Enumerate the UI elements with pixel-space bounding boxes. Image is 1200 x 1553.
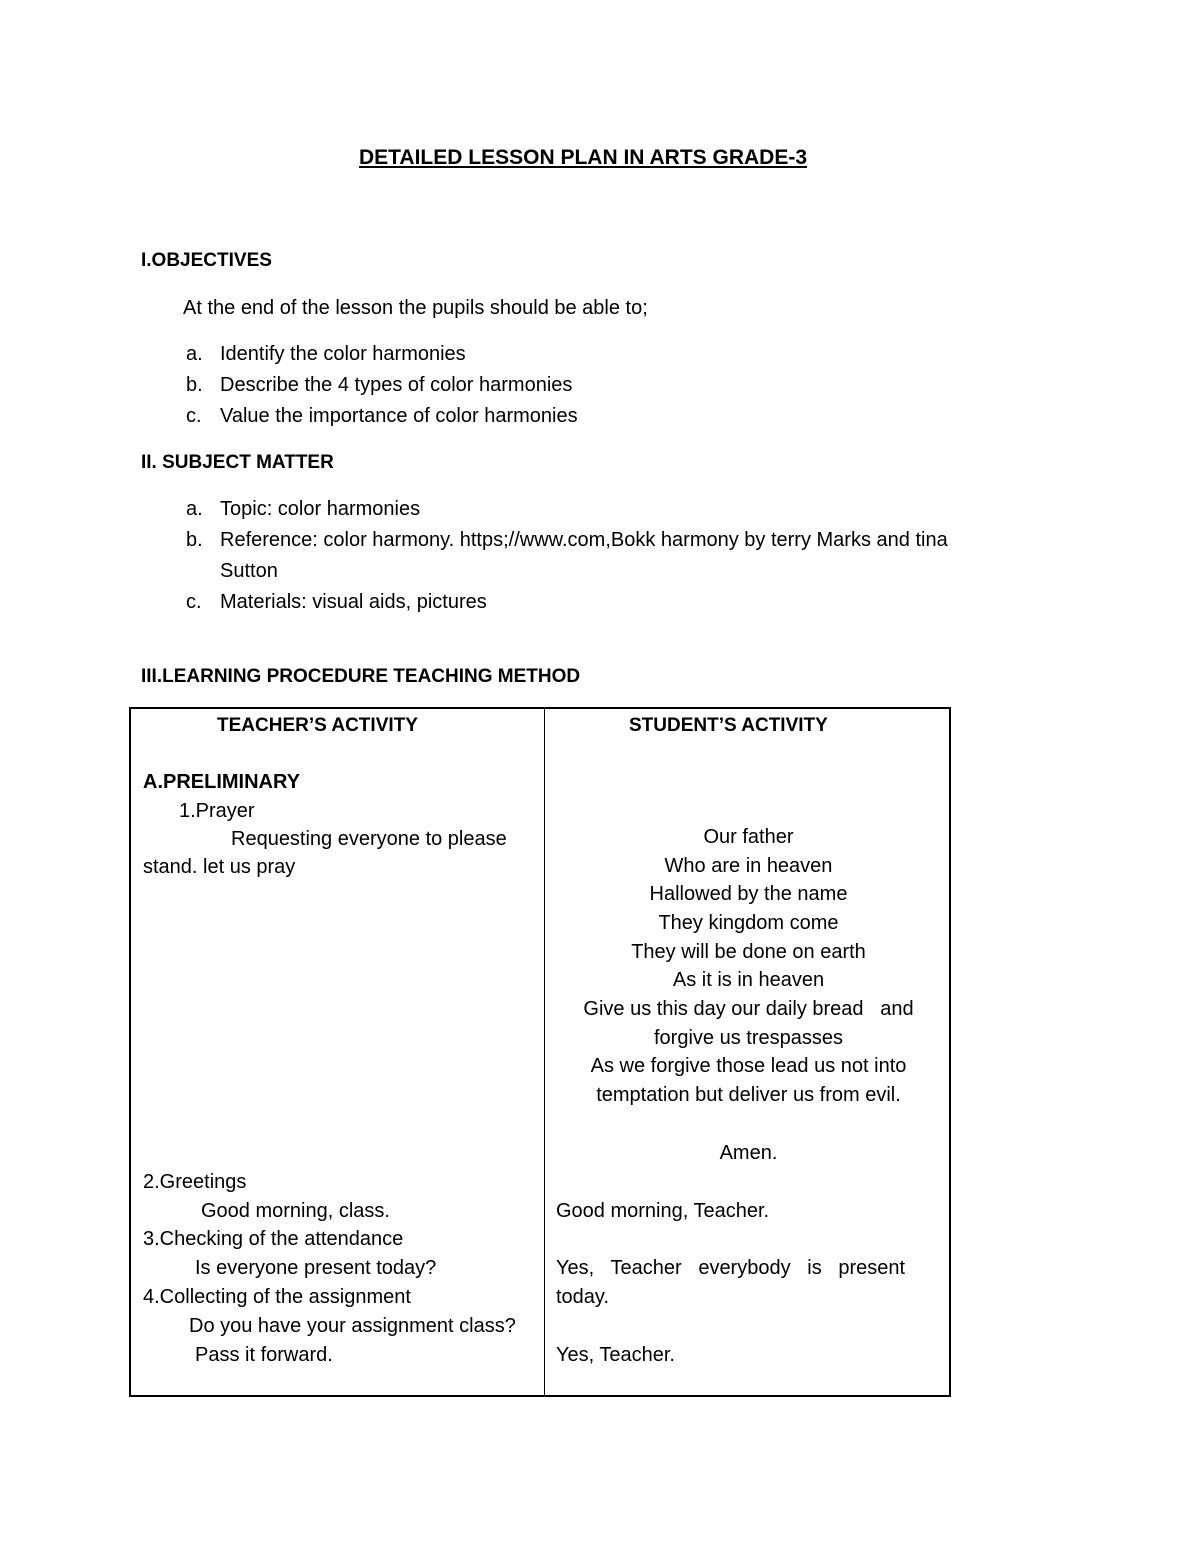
objectives-intro: At the end of the lesson the pupils should be able to; xyxy=(183,297,648,319)
document-title: DETAILED LESSON PLAN IN ARTS GRADE-3 xyxy=(358,146,808,169)
prayer-label: 1.Prayer xyxy=(179,800,255,822)
subject-letter: a. xyxy=(186,498,203,520)
procedure-table xyxy=(129,707,951,1397)
column-divider xyxy=(544,709,545,1395)
objective-letter: b. xyxy=(186,374,203,396)
prayer-instruction-cont: stand. let us pray xyxy=(143,856,296,878)
attendance-label: 3.Checking of the attendance xyxy=(143,1228,404,1250)
greetings-label: 2.Greetings xyxy=(143,1171,247,1193)
attendance-student-cont: today. xyxy=(556,1286,609,1308)
prayer-line: Our father xyxy=(703,826,794,848)
assignment-teacher-cont: Pass it forward. xyxy=(195,1344,333,1366)
greetings-student: Good morning, Teacher. xyxy=(556,1200,770,1222)
greetings-teacher: Good morning, class. xyxy=(201,1200,390,1222)
objective-letter: a. xyxy=(186,343,203,365)
subject-item: Reference: color harmony. https;//www.com,Bokk harmony by terry Marks and tina xyxy=(220,529,948,551)
assignment-student: Yes, Teacher. xyxy=(556,1344,675,1366)
objective-item: Describe the 4 types of color harmonies xyxy=(220,374,573,396)
assignment-label: 4.Collecting of the assignment xyxy=(143,1286,411,1308)
procedure-heading: III.LEARNING PROCEDURE TEACHING METHOD xyxy=(141,666,581,687)
preliminary-label: A.PRELIMINARY xyxy=(143,771,301,793)
prayer-line: Hallowed by the name xyxy=(649,883,848,905)
prayer-line: As it is in heaven xyxy=(672,969,825,991)
assignment-teacher: Do you have your assignment class? xyxy=(189,1315,516,1337)
prayer-line: Give us this day our daily bread and xyxy=(583,998,914,1020)
subject-letter: c. xyxy=(186,591,202,613)
prayer-line: forgive us trespasses xyxy=(654,1027,843,1049)
objective-item: Identify the color harmonies xyxy=(220,343,466,365)
prayer-line: They kingdom come xyxy=(658,912,839,934)
objective-item: Value the importance of color harmonies xyxy=(220,405,578,427)
objectives-heading: I.OBJECTIVES xyxy=(141,250,272,271)
objective-letter: c. xyxy=(186,405,202,427)
subject-letter: b. xyxy=(186,529,203,551)
attendance-teacher: Is everyone present today? xyxy=(195,1257,437,1279)
subject-item: Topic: color harmonies xyxy=(220,498,421,520)
teacher-activity-header: TEACHER’S ACTIVITY xyxy=(217,715,418,736)
prayer-line: As we forgive those lead us not into xyxy=(590,1055,907,1077)
subject-item-continuation: Sutton xyxy=(220,560,278,582)
subject-matter-heading: II. SUBJECT MATTER xyxy=(141,452,334,473)
prayer-line: They will be done on earth xyxy=(631,941,866,963)
amen-line: Amen. xyxy=(719,1142,778,1164)
subject-item: Materials: visual aids, pictures xyxy=(220,591,487,613)
student-activity-header: STUDENT’S ACTIVITY xyxy=(629,715,828,736)
prayer-line: Who are in heaven xyxy=(664,855,833,877)
prayer-instruction: Requesting everyone to please xyxy=(231,828,507,850)
prayer-line: temptation but deliver us from evil. xyxy=(596,1084,901,1106)
attendance-student: Yes, Teacher everybody is present xyxy=(556,1257,906,1279)
